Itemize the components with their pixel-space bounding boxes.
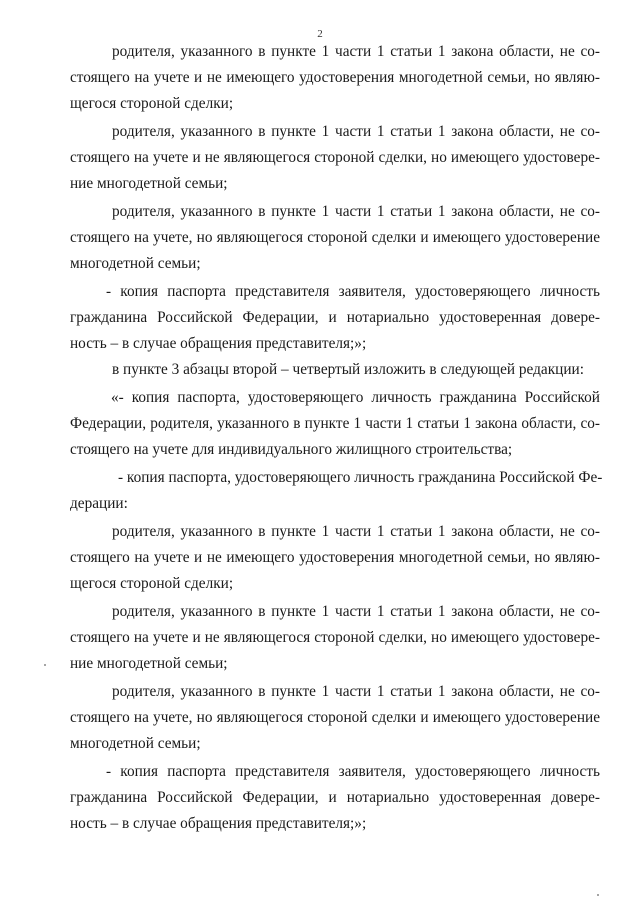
text-line: в пункте 3 абзацы второй – четвертый изложить в следующей редакции:: [112, 361, 584, 378]
text-line: щегося стороной сделки;: [70, 575, 234, 592]
text-line: гражданина Российской Федерации, и нотариально удостоверенная довере-: [70, 309, 600, 326]
text-line: стоящего на учете, но являющегося стороной сделки и имеющего удостоверение: [70, 229, 600, 246]
scan-speck: [597, 894, 599, 896]
text-line: ние многодетной семьи;: [70, 175, 228, 192]
text-line: ность – в случае обращения представителя;»;: [70, 815, 367, 832]
text-line: ние многодетной семьи;: [70, 655, 228, 672]
text-line: ность – в случае обращения представителя;»;: [70, 335, 367, 352]
text-line: - копия паспорта представителя заявителя, удостоверяющего личность: [106, 763, 600, 780]
text-line: многодетной семьи;: [70, 735, 201, 752]
text-line: - копия паспорта, удостоверяющего личность гражданина Российской Фе-: [118, 469, 603, 486]
text-line: родителя, указанного в пункте 1 части 1 статьи 1 закона области, не со-: [112, 523, 600, 540]
scan-speck: [44, 664, 46, 666]
text-line: стоящего на учете и не имеющего удостоверения многодетной семьи, но являю-: [70, 69, 600, 86]
text-line: стоящего на учете и не являющегося стороной сделки, но имеющего удостовере-: [70, 629, 600, 646]
text-line: родителя, указанного в пункте 1 части 1 статьи 1 закона области, не со-: [112, 43, 600, 60]
text-line: многодетной семьи;: [70, 255, 201, 272]
text-line: стоящего на учете, но являющегося стороной сделки и имеющего удостоверение: [70, 709, 600, 726]
text-line: родителя, указанного в пункте 1 части 1 статьи 1 закона области, не со-: [112, 203, 600, 220]
text-line: гражданина Российской Федерации, и нотариально удостоверенная довере-: [70, 789, 600, 806]
text-line: стоящего на учете и не являющегося стороной сделки, но имеющего удостовере-: [70, 149, 600, 166]
text-line: стоящего на учете и не имеющего удостоверения многодетной семьи, но являю-: [70, 549, 600, 566]
text-line: родителя, указанного в пункте 1 части 1 статьи 1 закона области, не со-: [112, 123, 600, 140]
text-line: дерации:: [70, 495, 128, 512]
text-line: Федерации, родителя, указанного в пункте 1 части 1 статьи 1 закона области, со-: [70, 415, 600, 432]
text-line: - копия паспорта представителя заявителя, удостоверяющего личность: [106, 283, 600, 300]
page-number: 2: [317, 28, 323, 40]
text-line: родителя, указанного в пункте 1 части 1 статьи 1 закона области, не со-: [112, 603, 600, 620]
text-line: «- копия паспорта, удостоверяющего личность гражданина Российской: [111, 389, 600, 406]
text-line: щегося стороной сделки;: [70, 95, 234, 112]
text-line: стоящего на учете для индивидуального жилищного строительства;: [70, 441, 513, 458]
text-line: родителя, указанного в пункте 1 части 1 статьи 1 закона области, не со-: [112, 683, 600, 700]
